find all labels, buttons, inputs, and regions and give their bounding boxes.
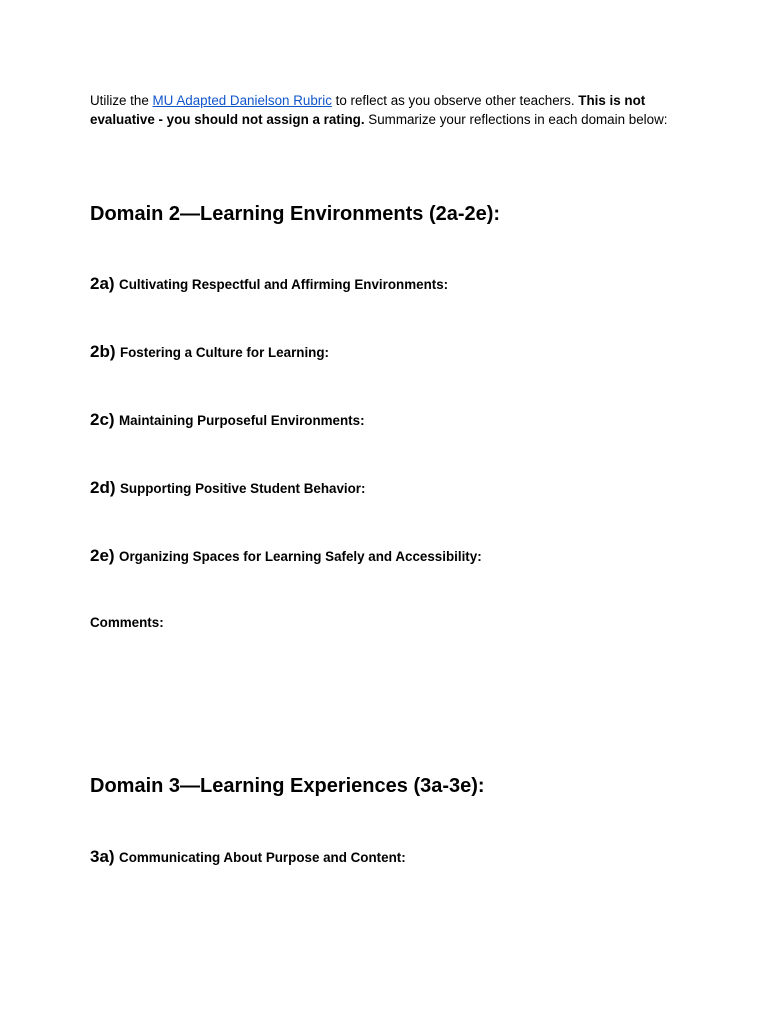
domain-2-heading: Domain 2—Learning Environments (2a-2e):: [90, 203, 501, 225]
item-code: 2d): [90, 478, 116, 497]
domain-3-heading: Domain 3—Learning Experiences (3a-3e):: [90, 775, 485, 797]
item-label: Fostering a Culture for Learning:: [119, 345, 330, 360]
domain-3-item-3a: [90, 846, 406, 869]
rubric-link[interactable]: MU Adapted Danielson Rubric: [152, 93, 332, 108]
item-code: 2a): [90, 274, 115, 293]
intro-suffix: Summarize your reflections in each domain below:: [364, 112, 668, 127]
domain-2-item-2e: [90, 545, 482, 568]
domain-2-item-2d: [90, 477, 365, 500]
item-label: Organizing Spaces for Learning Safely and Accessibility:: [119, 549, 482, 564]
domain-2-item-2c: [90, 409, 365, 432]
intro-prefix: Utilize the: [90, 93, 153, 108]
intro-middle: to reflect as you observe other teachers.: [331, 93, 579, 108]
item-code: 2b): [90, 342, 116, 361]
item-code: 3a): [90, 847, 115, 866]
domain-2-item-2a: [90, 273, 448, 296]
domain-2-item-2b: [90, 341, 329, 364]
item-label: Supporting Positive Student Behavior:: [119, 481, 366, 496]
item-code: 2e): [90, 546, 115, 565]
intro-paragraph: [90, 91, 680, 129]
item-code: 2c): [90, 410, 115, 429]
item-label: Maintaining Purposeful Environments:: [119, 413, 365, 428]
domain-2-comments-label: Comments:: [90, 615, 164, 630]
item-label: Cultivating Respectful and Affirming Environments:: [119, 277, 449, 292]
intro-bold-note: This is not evaluative - you should not assign a rating.: [90, 93, 646, 127]
item-label: Communicating About Purpose and Content:: [119, 850, 406, 865]
